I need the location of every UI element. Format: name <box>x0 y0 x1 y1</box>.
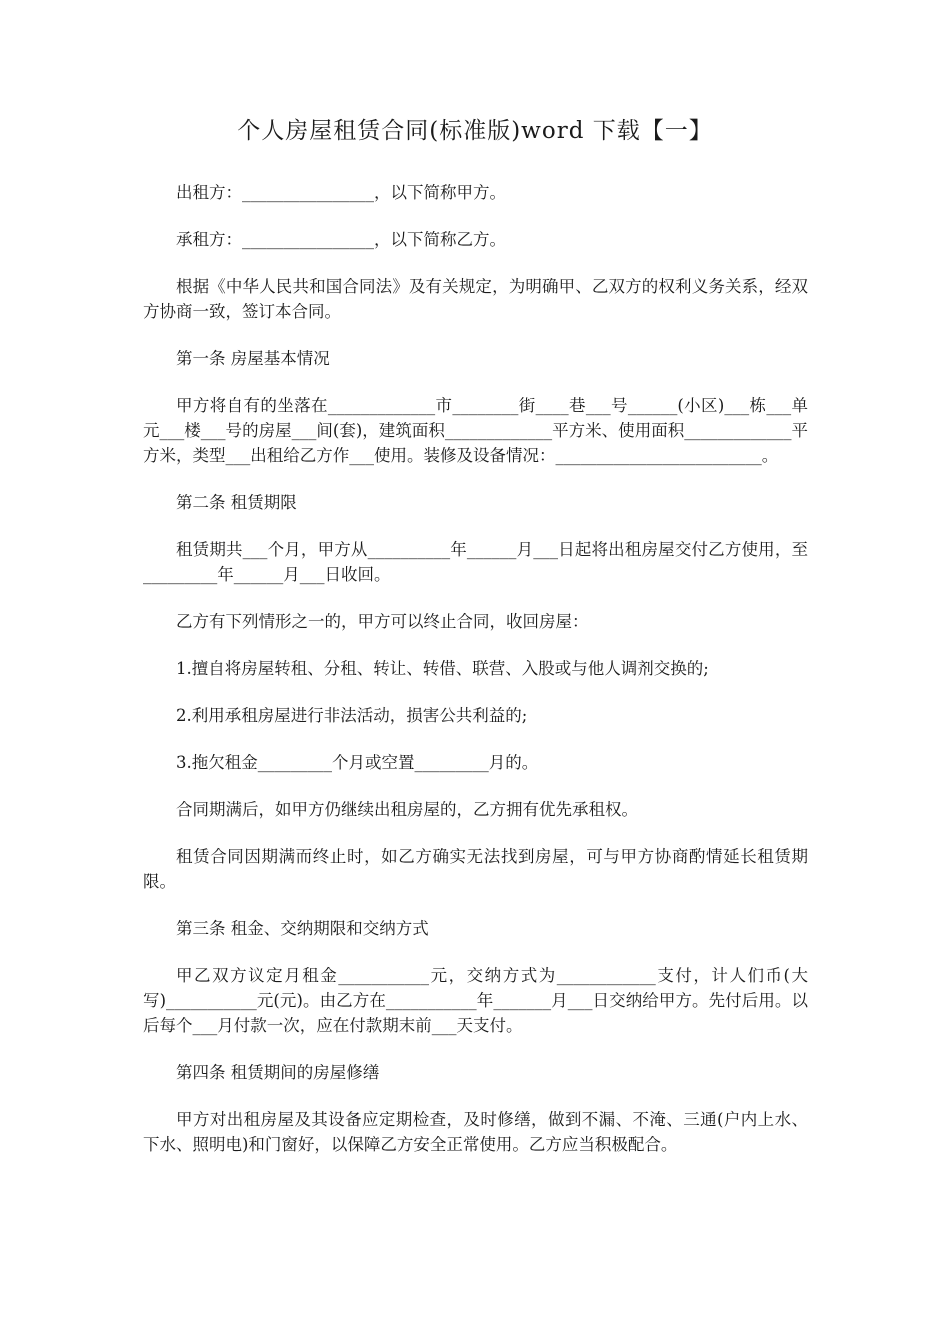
clause-lessor: 出租方：________________，以下简称甲方。 <box>176 183 506 202</box>
termination-item-1: 1.擅自将房屋转租、分租、转让、转借、联营、入股或与他人调剂交换的; <box>176 659 709 678</box>
article-4-heading: 第四条 租赁期间的房屋修缮 <box>176 1063 380 1082</box>
article-1-heading: 第一条 房屋基本情况 <box>176 349 330 368</box>
document-title: 个人房屋租赁合同(标准版)word 下载【一】 <box>237 118 713 144</box>
document-body <box>143 180 808 1179</box>
article-1-text: 甲方将自有的坐落在_____________市________街____巷___号______(小区)___栋___单元___楼___号的房屋___间(套)，建筑面积_____________平方米、使用面积_____________平方米，类型___出租给乙方作___使用。装修及设备情况：_________________________。 <box>143 396 808 465</box>
clause-preamble: 根据《中华人民共和国合同法》及有关规定，为明确甲、乙双方的权利义务关系，经双方协商一致，签订本合同。 <box>143 277 808 321</box>
termination-item-3: 3.拖欠租金_________个月或空置_________月的。 <box>176 753 539 772</box>
article-3-text: 甲乙双方议定月租金___________元，交纳方式为____________支付，计人们币(大写)___________元(元)。由乙方在___________年_______月___日交纳给甲方。先付后用。以后每个___月付款一次，应在付款期末前___天支付。 <box>143 966 808 1035</box>
clause-lessee: 承租方：________________，以下简称乙方。 <box>176 230 506 249</box>
article-2-heading: 第二条 租赁期限 <box>176 493 297 512</box>
extension-clause: 租赁合同因期满而终止时，如乙方确实无法找到房屋，可与甲方协商酌情延长租赁期限。 <box>143 847 808 891</box>
article-4-text: 甲方对出租房屋及其设备应定期检查，及时修缮，做到不漏、不淹、三通(户内上水、下水、照明电)和门窗好，以保障乙方安全正常使用。乙方应当积极配合。 <box>143 1110 808 1154</box>
termination-intro: 乙方有下列情形之一的，甲方可以终止合同，收回房屋： <box>176 612 589 631</box>
article-3-heading: 第三条 租金、交纳期限和交纳方式 <box>176 919 429 938</box>
priority-right: 合同期满后，如甲方仍继续出租房屋的，乙方拥有优先承租权。 <box>176 800 638 819</box>
termination-item-2: 2.利用承租房屋进行非法活动，损害公共利益的; <box>176 706 528 725</box>
article-2-text: 租赁期共___个月，甲方从__________年______月___日起将出租房屋交付乙方使用，至_________年______月___日收回。 <box>143 540 808 584</box>
